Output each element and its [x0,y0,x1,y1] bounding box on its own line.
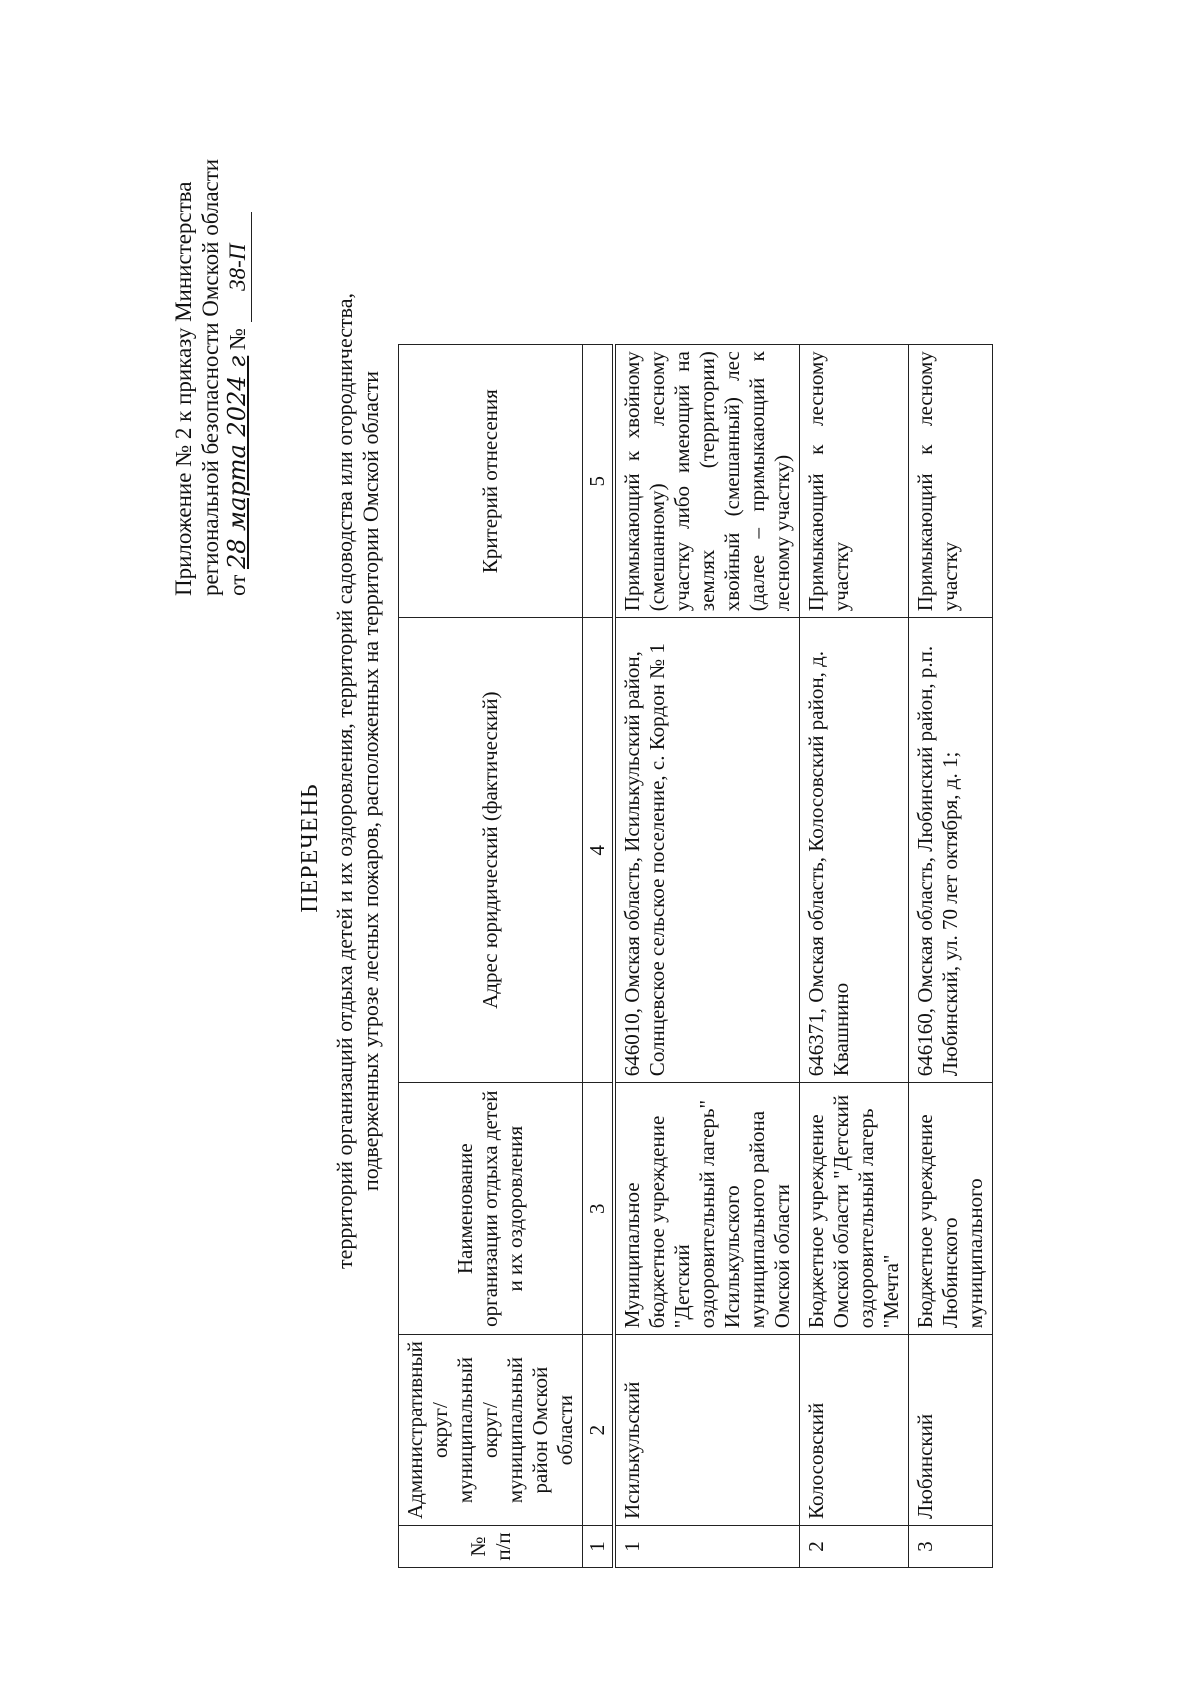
column-number: 5 [583,345,615,618]
row-criterion: Примыкающий к лесному участку [800,345,909,618]
row-address: 646160, Омская область, Любинский район, р.п. Любинский, ул. 70 лет октября, д. 1; [909,618,993,1083]
row-num: 3 [909,1526,993,1568]
subtitle-line-1: территорий организаций отдыха детей и их оздоровления, территорий садоводства или огородничества, [332,292,357,1270]
subtitle-line-2: подверженных угрозе лесных пожаров, расположенных на территории Омской области [358,371,383,1191]
document-subtitle [332,136,384,1426]
table-header-row [399,345,583,1568]
table-row [800,345,909,1568]
handwritten-number: 38-П [224,212,252,322]
row-criterion: Примыкающий к хвойному (смешанному) лесному участку либо имеющий на землях (территории) хвойный (смешанный) лес (далее – примыкающий к лесному участку) [614,345,800,618]
row-address: 646010, Омская область, Исилькульский район, Солнцевское сельское поселение, с. Кордон № 1 [614,618,800,1083]
row-district: Любинский [909,1335,993,1526]
row-organization: Бюджетное учреждение Любинского муниципального [909,1083,993,1335]
header-address: Адрес юридический (фактический) [399,618,583,1083]
row-district: Исилькульский [614,1335,800,1526]
row-organization: Бюджетное учреждение Омской области "Детский оздоровительный лагерь "Мечта" [800,1083,909,1335]
column-number: 2 [583,1335,615,1526]
column-number: 4 [583,618,615,1083]
row-num: 2 [800,1526,909,1568]
territories-table [398,344,993,1568]
appendix-line-2: региональной безопасности Омской области [198,158,223,596]
appendix-line-1: Приложение № 2 к приказу Министерства [171,181,196,596]
column-number-row [583,345,615,1568]
column-number: 3 [583,1083,615,1335]
header-district: Административный округ/ муниципальный округ/ муниципальный район Омской области [399,1335,583,1526]
document-title: ПЕРЕЧЕНЬ [297,783,323,913]
from-label: от [225,574,250,596]
header-criterion: Критерий отнесения [399,345,583,618]
header-organization: Наименование организации отдыха детей и их оздоровления [399,1083,583,1335]
handwritten-date: 28 марта 2024 г [223,355,251,569]
table-row [614,345,800,1568]
row-district: Колосовский [800,1335,909,1526]
row-organization: Муниципальное бюджетное учреждение "Детский оздоровительный лагерь" Исилькульского муниципального района Омской области [614,1083,800,1335]
appendix-header [170,158,252,596]
row-address: 646371, Омская область, Колосовский район, д. Квашнино [800,618,909,1083]
row-criterion: Примыкающий к лесному участку [909,345,993,618]
header-num: № п/п [399,1526,583,1568]
row-num: 1 [614,1526,800,1568]
number-label: № [225,328,250,350]
table-row [909,345,993,1568]
column-number: 1 [583,1526,615,1568]
appendix-line-3 [224,176,252,596]
